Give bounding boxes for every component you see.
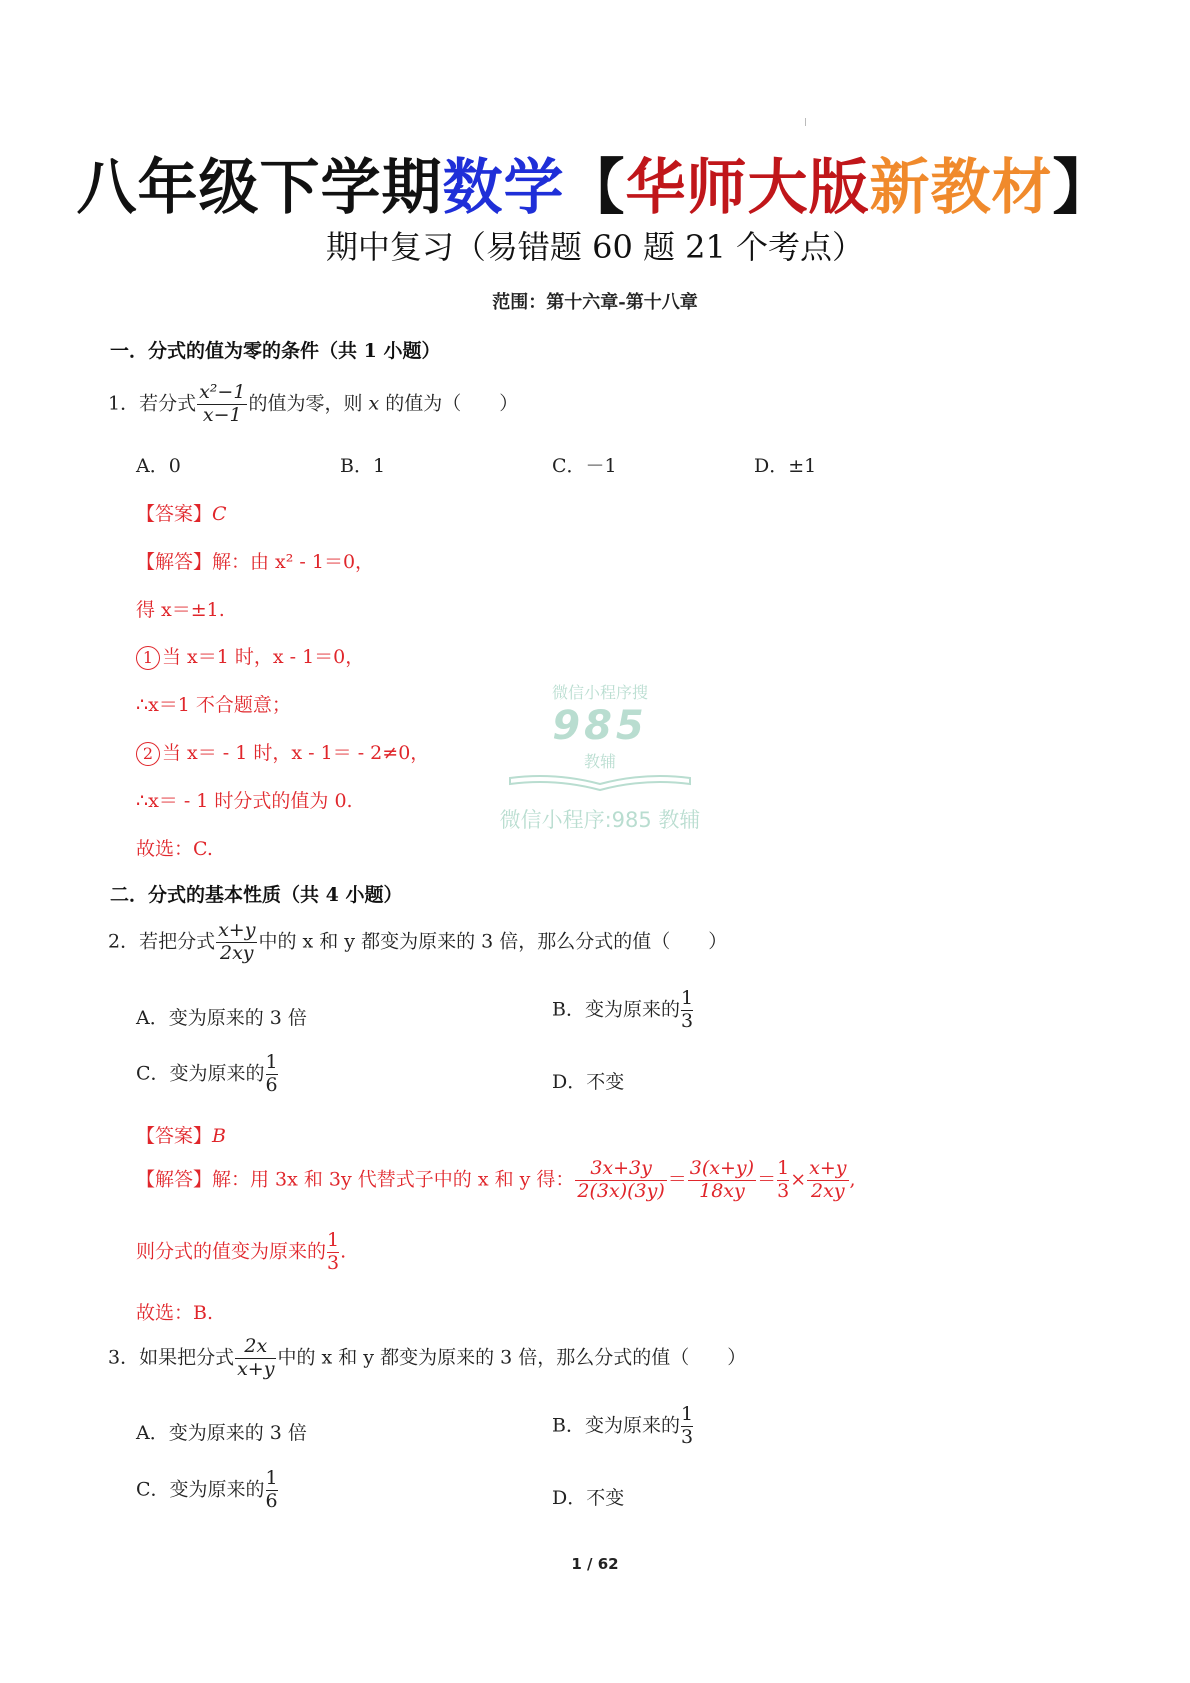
q3-suffix: 中的 x 和 y 都变为原来的 3 倍，那么分式的值（ ） — [277, 1346, 747, 1369]
q2-option-a: A．变为原来的 3 倍 — [136, 1007, 307, 1029]
q3-option-d: D．不变 — [552, 1487, 625, 1509]
title-part-bracket-close: 】 — [1052, 153, 1114, 223]
q1-solution-line-1: 【解答】解：由 x² - 1＝0， — [136, 551, 375, 573]
watermark-line-1: 微信小程序搜 — [551, 683, 648, 702]
title-part-new: 新教材 — [869, 153, 1053, 223]
q2-sol-frac-2: $\frac{3(x+y)}{18xy}$ — [689, 1157, 755, 1202]
q2-option-d: D．不变 — [552, 1071, 625, 1093]
q2-answer: 【答案】B — [136, 1125, 226, 1147]
q2-sol-frac-3: $\frac{1}{3}$ — [777, 1157, 790, 1202]
q1-fraction: $\frac{\text{x²−1}}{x-1}$ — [199, 381, 246, 426]
q3-prefix: 3．如果把分式 — [108, 1346, 235, 1369]
page-subtitle: 期中复习（易错题 60 题 21 个考点） — [325, 228, 865, 266]
q2-option-b: B．变为原来的 $\frac{1}{3}$ — [552, 987, 694, 1032]
question-3 — [108, 1336, 746, 1381]
q2-fraction: $\frac{x+y}{2xy}$ — [218, 919, 256, 964]
scan-mark — [805, 118, 806, 126]
section-heading-2: 二．分式的基本性质（共 4 小题） — [110, 884, 403, 906]
q1-solution-line-4: ∴x＝1 不合题意； — [136, 694, 291, 716]
q2-sol-frac-1: $\frac{3x+3y}{2(3x)(3y)}$ — [577, 1157, 665, 1202]
q1-option-d: D．±1 — [754, 455, 817, 477]
page-title — [0, 140, 1190, 226]
q3-option-a: A．变为原来的 3 倍 — [136, 1422, 307, 1444]
question-1 — [108, 382, 518, 427]
q1-answer: 【答案】C — [136, 503, 227, 525]
q1-solution-line-5: 2 当 x＝ - 1 时，x - 1＝ - 2≠0， — [136, 738, 429, 766]
watermark-sub: 教辅 — [583, 752, 616, 771]
circled-number-1: 1 — [136, 646, 160, 670]
q2-suffix: 中的 x 和 y 都变为原来的 3 倍，那么分式的值（ ） — [258, 930, 728, 953]
q2-solution-line-1: 【解答】解：用 3x 和 3y 代替式子中的 x 和 y 得： $\frac{3x+3y}{2(3x)(3y)}$ ＝ $\frac{3(x+y)}{18xy}$ ＝ $\frac{1}{3}$ × $\frac{x+y}{2xy}$ , — [136, 1157, 856, 1202]
q2-prefix: 2．若把分式 — [108, 930, 216, 953]
q1-prefix: 1．若分式 — [108, 392, 197, 415]
q1-solution-line-6: ∴x＝ - 1 时分式的值为 0. — [136, 790, 353, 812]
section-heading-1: 一．分式的值为零的条件（共 1 小题） — [110, 340, 441, 362]
q1-suffix2: 的值为（ ） — [385, 392, 519, 415]
q1-option-a: A．0 — [136, 455, 181, 477]
chapter-range: 范围：第十六章-第十八章 — [492, 292, 698, 313]
page-number: 1 / 62 — [571, 1555, 619, 1573]
circled-number-2: 2 — [136, 742, 160, 766]
watermark — [480, 680, 720, 834]
title-part-grade: 八年级下学期 — [76, 153, 443, 223]
watermark-logo-number: 985 — [552, 703, 648, 749]
title-part-subject: 数学 — [442, 153, 565, 223]
q2-solution-line-2: 则分式的值变为原来的 $\frac{1}{3}$ . — [136, 1229, 347, 1274]
q1-suffix: 的值为零，则 — [248, 392, 363, 415]
q2-solution-line-3: 故选：B. — [136, 1302, 214, 1324]
q2-sol-frac-4: $\frac{x+y}{2xy}$ — [809, 1157, 847, 1202]
watermark-line-2: 微信小程序:985 教辅 — [499, 808, 701, 832]
question-2 — [108, 920, 727, 965]
q1-option-b: B．1 — [340, 455, 386, 477]
q3-option-b: B．变为原来的 $\frac{1}{3}$ — [552, 1403, 694, 1448]
q1-option-c: C．－1 — [552, 455, 617, 477]
q1-var: x — [368, 392, 380, 415]
book-icon — [500, 772, 700, 792]
q1-solution-line-7: 故选：C. — [136, 838, 213, 860]
title-part-bracket-open: 【 — [564, 153, 626, 223]
q1-solution-line-3: 1 当 x＝1 时，x - 1＝0， — [136, 642, 364, 670]
q3-option-c: C．变为原来的 $\frac{1}{6}$ — [136, 1467, 278, 1512]
q1-solution-line-2: 得 x＝±1. — [136, 599, 225, 621]
q2-option-c: C．变为原来的 $\frac{1}{6}$ — [136, 1051, 278, 1096]
q3-fraction: $\frac{2x}{x+y}$ — [237, 1335, 275, 1380]
title-part-edition: 华师大版 — [625, 153, 870, 223]
